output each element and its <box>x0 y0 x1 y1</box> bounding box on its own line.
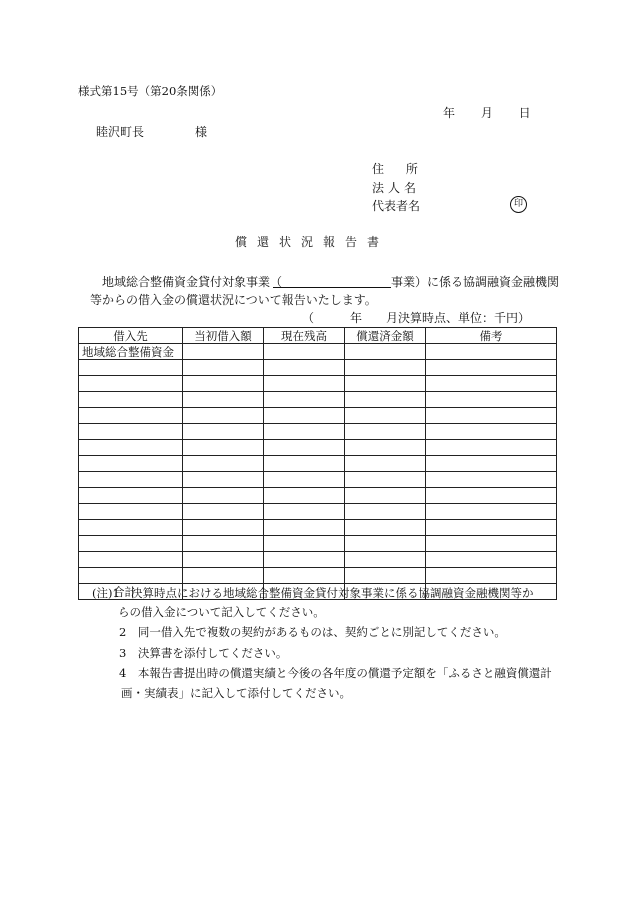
table-row <box>79 568 557 584</box>
table-cell[interactable] <box>345 360 426 376</box>
note-1-line-2: らの借入金について記入してください。 <box>118 605 325 619</box>
table-cell[interactable] <box>264 408 345 424</box>
table-cell[interactable] <box>345 472 426 488</box>
table-cell[interactable] <box>79 568 183 584</box>
table-cell[interactable] <box>183 344 264 360</box>
header-initial-amount: 当初借入額 <box>183 328 264 344</box>
body-line-1-start: 地域総合整備資金貸付対象事業（ <box>102 275 283 289</box>
table-cell[interactable] <box>79 520 183 536</box>
table-cell[interactable] <box>79 408 183 424</box>
table-cell[interactable] <box>426 536 557 552</box>
table-row <box>79 552 557 568</box>
table-cell[interactable] <box>264 344 345 360</box>
table-row <box>79 344 557 360</box>
note-4-line-2: 画・実績表」に記入して添付してください。 <box>121 686 351 700</box>
repayment-table <box>78 327 557 600</box>
table-cell[interactable] <box>345 568 426 584</box>
table-cell[interactable] <box>426 456 557 472</box>
table-row <box>79 408 557 424</box>
header-lender: 借入先 <box>79 328 183 344</box>
table-row <box>79 376 557 392</box>
table-cell[interactable] <box>79 472 183 488</box>
table-row <box>79 360 557 376</box>
table-cell[interactable] <box>345 424 426 440</box>
table-cell[interactable] <box>183 456 264 472</box>
table-cell[interactable] <box>264 504 345 520</box>
document-title: 償還状況報告書 <box>235 235 390 249</box>
table-cell[interactable] <box>426 504 557 520</box>
addressee: 睦沢町長 <box>96 125 145 139</box>
table-cell[interactable] <box>345 520 426 536</box>
table-cell[interactable] <box>264 552 345 568</box>
table-cell[interactable] <box>426 552 557 568</box>
table-row <box>79 440 557 456</box>
sender-representative-label: 代表者名 <box>372 199 421 213</box>
table-cell[interactable] <box>183 424 264 440</box>
table-cell[interactable] <box>426 424 557 440</box>
header-repaid-amount: 償還済金額 <box>345 328 426 344</box>
table-cell[interactable] <box>264 392 345 408</box>
settlement-unit-line: （ 年 月決算時点、単位：千円） <box>302 311 531 325</box>
table-cell[interactable] <box>183 552 264 568</box>
note-2: 2 同一借入先で複数の契約があるものは、契約ごとに別記してください。 <box>119 625 506 639</box>
table-cell[interactable] <box>79 488 183 504</box>
table-cell[interactable] <box>345 440 426 456</box>
table-cell[interactable] <box>345 408 426 424</box>
table-header-row <box>79 328 557 344</box>
date-line: 年 月 日 <box>443 106 531 120</box>
table-cell[interactable] <box>183 472 264 488</box>
table-cell[interactable] <box>345 488 426 504</box>
table-cell[interactable] <box>79 424 183 440</box>
table-row <box>79 520 557 536</box>
table-cell[interactable] <box>426 408 557 424</box>
table-cell[interactable] <box>426 568 557 584</box>
table-row <box>79 392 557 408</box>
total-label: 合計 <box>79 584 183 600</box>
table-cell[interactable] <box>426 344 557 360</box>
addressee-honorific: 様 <box>195 125 208 139</box>
table-cell[interactable] <box>345 552 426 568</box>
notes-heading: (注)1 <box>92 586 120 600</box>
table-cell[interactable] <box>264 488 345 504</box>
lender-cell: 地域総合整備資金 <box>79 344 183 360</box>
note-3: 3 決算書を添付してください。 <box>119 646 288 660</box>
form-number: 様式第15号（第20条関係） <box>78 84 223 98</box>
body-line-1-end: 事業）に係る協調融資金融機関 <box>391 275 560 289</box>
business-name-blank <box>273 287 391 288</box>
sender-corp-label: 法人名 <box>372 181 421 195</box>
body-line-2: 等からの借入金の償還状況について報告いたします。 <box>90 293 377 307</box>
table-row <box>79 456 557 472</box>
table-cell[interactable] <box>183 520 264 536</box>
table-cell[interactable] <box>79 440 183 456</box>
table-row <box>79 536 557 552</box>
table-cell[interactable] <box>264 568 345 584</box>
table-cell[interactable] <box>183 440 264 456</box>
table-cell[interactable] <box>79 504 183 520</box>
table-cell[interactable] <box>183 392 264 408</box>
table-cell[interactable] <box>426 392 557 408</box>
table-cell[interactable] <box>264 424 345 440</box>
table-cell[interactable] <box>264 456 345 472</box>
table-cell[interactable] <box>426 360 557 376</box>
header-current-balance: 現在残高 <box>264 328 345 344</box>
table-cell[interactable] <box>79 392 183 408</box>
table-cell[interactable] <box>183 568 264 584</box>
sender-address-label: 住 所 <box>372 162 418 176</box>
table-row <box>79 472 557 488</box>
table-cell[interactable] <box>79 536 183 552</box>
table-cell[interactable] <box>345 392 426 408</box>
note-1-line-1: 決算時点における地域総合整備資金貸付対象事業に係る協調融資金融機関等か <box>131 586 534 600</box>
table-cell[interactable] <box>264 520 345 536</box>
table-cell[interactable] <box>79 376 183 392</box>
table-cell[interactable] <box>426 376 557 392</box>
table-cell[interactable] <box>264 360 345 376</box>
table-cell[interactable] <box>183 488 264 504</box>
table-cell[interactable] <box>264 536 345 552</box>
table-cell[interactable] <box>183 504 264 520</box>
table-cell[interactable] <box>345 376 426 392</box>
table-cell[interactable] <box>345 456 426 472</box>
table-cell[interactable] <box>79 360 183 376</box>
table-cell[interactable] <box>79 552 183 568</box>
table-row <box>79 488 557 504</box>
note-4-line-1: 4 本報告書提出時の償還実績と今後の各年度の償還予定額を「ふるさと融資償還計 <box>119 666 552 680</box>
table-cell[interactable] <box>183 360 264 376</box>
table-cell[interactable] <box>264 376 345 392</box>
table-cell[interactable] <box>426 472 557 488</box>
table-cell[interactable] <box>345 536 426 552</box>
table-cell[interactable] <box>183 408 264 424</box>
table-cell[interactable] <box>426 488 557 504</box>
table-cell[interactable] <box>183 536 264 552</box>
table-cell[interactable] <box>345 504 426 520</box>
seal-mark: 印 <box>510 196 527 213</box>
table-cell[interactable] <box>264 472 345 488</box>
table-row <box>79 504 557 520</box>
table-row <box>79 424 557 440</box>
table-cell[interactable] <box>426 520 557 536</box>
header-remarks: 備考 <box>426 328 557 344</box>
table-cell[interactable] <box>79 456 183 472</box>
table-cell[interactable] <box>264 440 345 456</box>
table-cell[interactable] <box>426 440 557 456</box>
table-cell[interactable] <box>183 376 264 392</box>
table-cell[interactable] <box>345 344 426 360</box>
